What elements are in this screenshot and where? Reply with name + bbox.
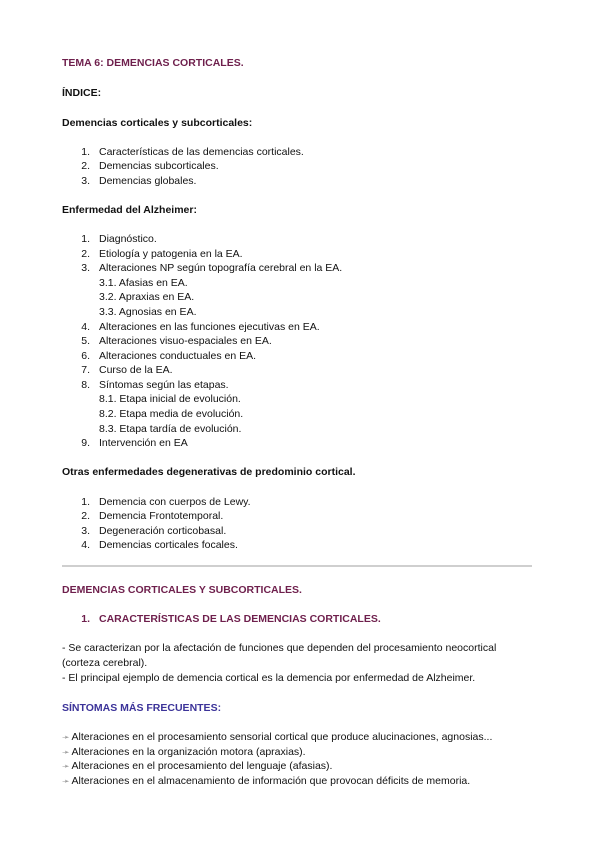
- list-item: ➛ Alteraciones en el procesamiento sensorial cortical que produce alucinaciones, agnosias...: [62, 731, 493, 743]
- document-page: TEMA 6: DEMENCIAS CORTICALES. ÍNDICE: Demencias corticales y subcorticales: 1. Características de las demencias corticales. 2. Demencias subcorticales. 3. Demencias globales. Enfermedad del Alzheimer: 1. Diagnóstico. 2. Etiología y patogenia en la EA. 3. Alteraciones NP según topografía cerebral en la EA. 3.1. Afasias en EA. 3.2. Apraxias en EA. 3.3. Agnosias en EA. 4. Alteraciones en las funciones ejecutivas en EA. 5. Alteraciones visuo-espaciales en EA. 6. Alteraciones conductuales en EA. 7. Curso de la EA. 8. Síntomas según las etapas. 8.1. Etapa inicial de evolución. 8.2. Etapa media de evolución. 8.3. Etapa tardía de evolución. 9. Intervención en EA Otras enfermedades degenerativas de predominio cortical. 1. Demencia con cuerpos de Lewy. 2. Demencia Frontotemporal. 3. Degeneración corticobasal. 4. Demencias corticales focales. DEMENCIAS CORTICALES Y SUBCORTICALES. 1. CARACTERÍSTICAS DE LAS DEMENCIAS CORTICALES. - Se caracterizan por la afectación de funciones que dependen del procesamiento neocortical (corteza cerebral). - El principal ejemplo de demencia cortical es la demencia por enfermedad de Alzheimer. SÍNTOMAS MÁS FRECUENTES: ➛ Alteraciones en el procesamiento sensorial cortical que produce alucinaciones, agnosias... ➛ Alteraciones en la organización motora (apraxias). ➛ Alteraciones en el procesamiento del lenguaje (afasias). ➛ Alteraciones en el almacenamiento de información que provocan déficits de memoria.: [0, 0, 600, 848]
- symptoms-heading: SÍNTOMAS MÁS FRECUENTES:: [62, 702, 222, 714]
- arrow-bullet-icon: ➛: [62, 732, 70, 742]
- paragraph-1-cont: (corteza cerebral).: [62, 657, 148, 669]
- document-title: TEMA 6: DEMENCIAS CORTICALES.: [62, 57, 244, 69]
- horizontal-divider: [62, 565, 532, 567]
- index-heading: ÍNDICE:: [62, 87, 102, 99]
- paragraph-1: - Se caracterizan por la afectación de funciones que dependen del procesamiento neocortical: [62, 642, 497, 654]
- section2-heading: Enfermedad del Alzheimer:: [62, 204, 197, 216]
- list-item: ➛ Alteraciones en el almacenamiento de información que provocan déficits de memoria.: [62, 775, 471, 787]
- section-title: DEMENCIAS CORTICALES Y SUBCORTICALES.: [62, 584, 302, 596]
- list-item: ➛ Alteraciones en el procesamiento del lenguaje (afasias).: [62, 760, 333, 772]
- section1-heading: Demencias corticales y subcorticales:: [62, 117, 253, 129]
- arrow-bullet-icon: ➛: [62, 761, 70, 771]
- arrow-bullet-icon: ➛: [62, 776, 70, 786]
- list-item: ➛ Alteraciones en la organización motora (apraxias).: [62, 746, 306, 758]
- paragraph-2: - El principal ejemplo de demencia cortical es la demencia por enfermedad de Alzheimer.: [62, 672, 476, 684]
- arrow-bullet-icon: ➛: [62, 747, 70, 757]
- section3-heading: Otras enfermedades degenerativas de predominio cortical.: [62, 466, 356, 478]
